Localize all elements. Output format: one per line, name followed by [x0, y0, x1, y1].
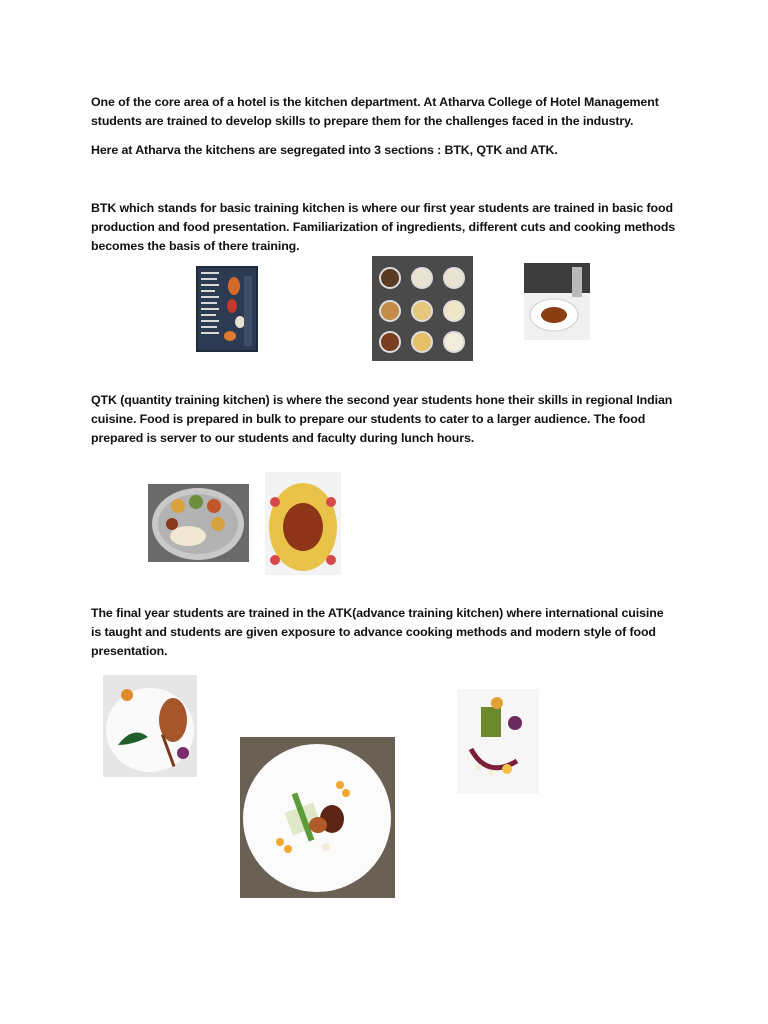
soup-bowl-photo	[524, 263, 590, 340]
roast-chicken-photo	[265, 472, 341, 575]
intro-paragraph: One of the core area of a hotel is the kitchen department. At Atharva College of Hotel Management students are trained to develop skills to prepare them for the challenges faced in the industry.	[91, 95, 659, 128]
sections-paragraph: Here at Atharva the kitchens are segregated into 3 sections : BTK, QTK and ATK.	[91, 143, 558, 157]
plated-main-course-photo	[240, 737, 395, 898]
btk-paragraph: BTK which stands for basic training kitchen is where our first year students are trained in basic food production and food presentation. Familiarization of ingredients, different cuts and cooking methods becomes the basis of there training.	[91, 201, 676, 253]
sauces-display-photo	[372, 256, 473, 361]
croquette-plate-photo	[103, 675, 197, 777]
thali-plate-photo	[148, 484, 249, 562]
vegetable-cuts-chart-photo	[196, 266, 258, 352]
dessert-plate-photo	[457, 689, 539, 794]
qtk-paragraph: QTK (quantity training kitchen) is where the second year students hone their skills in regional Indian cuisine. Food is prepared in bulk to prepare our students to cater to a larger audience. The food prepared is server to our students and faculty during lunch hours.	[91, 393, 673, 445]
atk-paragraph: The final year students are trained in the ATK(advance training kitchen) where international cuisine is taught and students are given exposure to advance cooking methods and modern style of food presentation.	[91, 606, 664, 658]
